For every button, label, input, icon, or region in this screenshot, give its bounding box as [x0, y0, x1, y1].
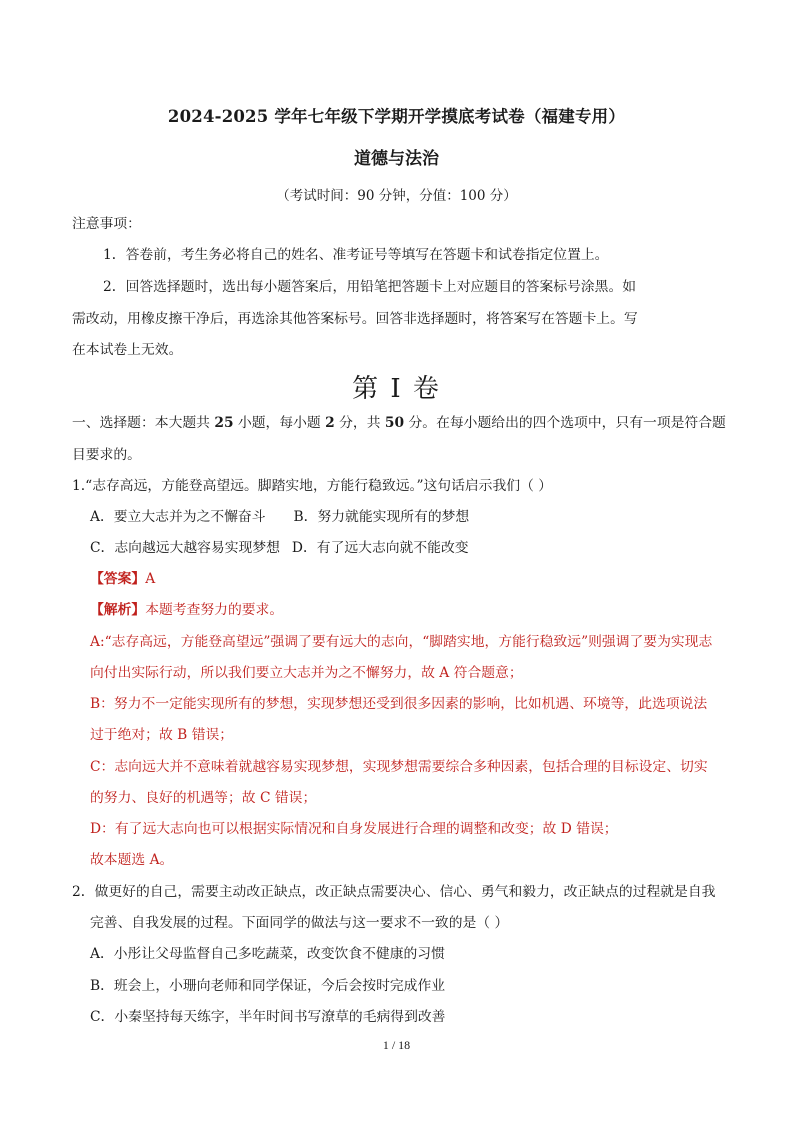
q1-exp-c-line-1: C：志向远大并不意味着就越容易实现梦想，实现梦想需要综合多种因素，包括合理的目标设定、切实 — [90, 759, 708, 775]
instructions-line-1 — [72, 413, 732, 433]
q2-stem-line-1: 2．做更好的自己，需要主动改正缺点，改正缺点需要决心、信心、勇气和毅力，改正缺点的过程就是自我 — [72, 884, 716, 900]
q1-options-ab — [90, 507, 750, 527]
instructions-line-2: 目要求的。 — [72, 447, 141, 463]
q1-answer — [90, 569, 750, 589]
q1-option-d: D．有了远大志向就不能改变 — [291, 540, 469, 556]
q1-exp-b-line-1: B：努力不一定能实现所有的梦想，实现梦想还受到很多因素的影响，比如机遇、环境等，此选项说法 — [90, 696, 708, 712]
instructions-post: 分。在每小题给出的四个选项中，只有一项是符合题 — [404, 415, 726, 431]
q1-analysis — [90, 600, 750, 620]
q1-exp-c-line-2: 的努力、良好的机遇等；故 C 错误； — [90, 790, 317, 806]
q1-option-c: C．志向越远大越容易实现梦想 — [90, 540, 280, 556]
q1-option-a: A．要立大志并为之不懈奋斗 — [90, 509, 266, 525]
q1-exp-a-line-2: 向付出实际行动，所以我们要立大志并为之不懈努力，故 A 符合题意； — [90, 665, 523, 681]
q2-option-a: A．小彤让父母监督自己多吃蔬菜，改变饮食不健康的习惯 — [90, 946, 445, 962]
points-each: 2 — [325, 415, 335, 431]
q1-options-cd — [90, 538, 750, 558]
exam-title: 2024-2025 学年七年级下学期开学摸底考试卷（福建专用） — [167, 107, 626, 126]
q1-exp-d-line-1: D：有了远大志向也可以根据实际情况和自身发展进行合理的调整和改变；故 D 错误； — [90, 821, 618, 837]
q1-answer-tag: 【答案】 — [90, 571, 146, 587]
q2-option-c: C．小秦坚持每天练字，半年时间书写潦草的毛病得到改善 — [90, 1009, 446, 1025]
question-count: 25 — [214, 415, 234, 431]
instructions-pre: 一、选择题：本大题共 — [72, 415, 215, 431]
notes-item-2-line-3: 在本试卷上无效。 — [72, 342, 183, 358]
q2-option-b: B．班会上，小珊向老师和同学保证，今后会按时完成作业 — [90, 978, 446, 994]
notes-item-1: 1．答卷前，考生务必将自己的姓名、准考证号等填写在答题卡和试卷指定位置上。 — [103, 247, 609, 263]
q1-exp-a-line-1: A:“志存高远，方能登高望远”强调了要有远大的志向，“脚踏实地，方能行稳致远”则强调了要为实现志 — [90, 634, 713, 650]
page-number: 1 / 18 — [382, 1038, 411, 1052]
exam-info: （考试时间：90 分钟，分值：100 分） — [276, 188, 517, 204]
notes-item-2-line-1: 2．回答选择题时，选出每小题答案后，用铅笔把答题卡上对应题目的答案标号涂黑。如 — [103, 279, 637, 295]
points-total: 50 — [384, 415, 405, 431]
section-title: 第 I 卷 — [352, 374, 441, 404]
notes-heading: 注意事项： — [72, 216, 141, 232]
q1-analysis-intro: 本题考查努力的要求。 — [145, 602, 284, 618]
q1-stem: 1.“志存高远，方能登高望远。脚踏实地，方能行稳致远。”这句话启示我们（ ） — [72, 478, 553, 494]
q1-conclusion: 故本题选 A。 — [90, 852, 174, 868]
instructions-mid-1: 小题，每小题 — [233, 415, 326, 431]
q1-analysis-tag: 【解析】 — [90, 602, 146, 618]
subject-title: 道德与法治 — [354, 149, 439, 169]
q1-option-b: B．努力就能实现所有的梦想 — [293, 509, 470, 525]
q1-exp-b-line-2: 过于绝对；故 B 错误； — [90, 727, 234, 743]
q2-stem-line-2: 完善、自我发展的过程。下面同学的做法与这一要求不一致的是（ ） — [90, 915, 509, 931]
q1-answer-value: A — [145, 571, 156, 587]
notes-item-2-line-2: 需改动，用橡皮擦干净后，再选涂其他答案标号。回答非选择题时，将答案写在答题卡上。写 — [72, 311, 638, 327]
instructions-mid-2: 分，共 — [334, 415, 385, 431]
